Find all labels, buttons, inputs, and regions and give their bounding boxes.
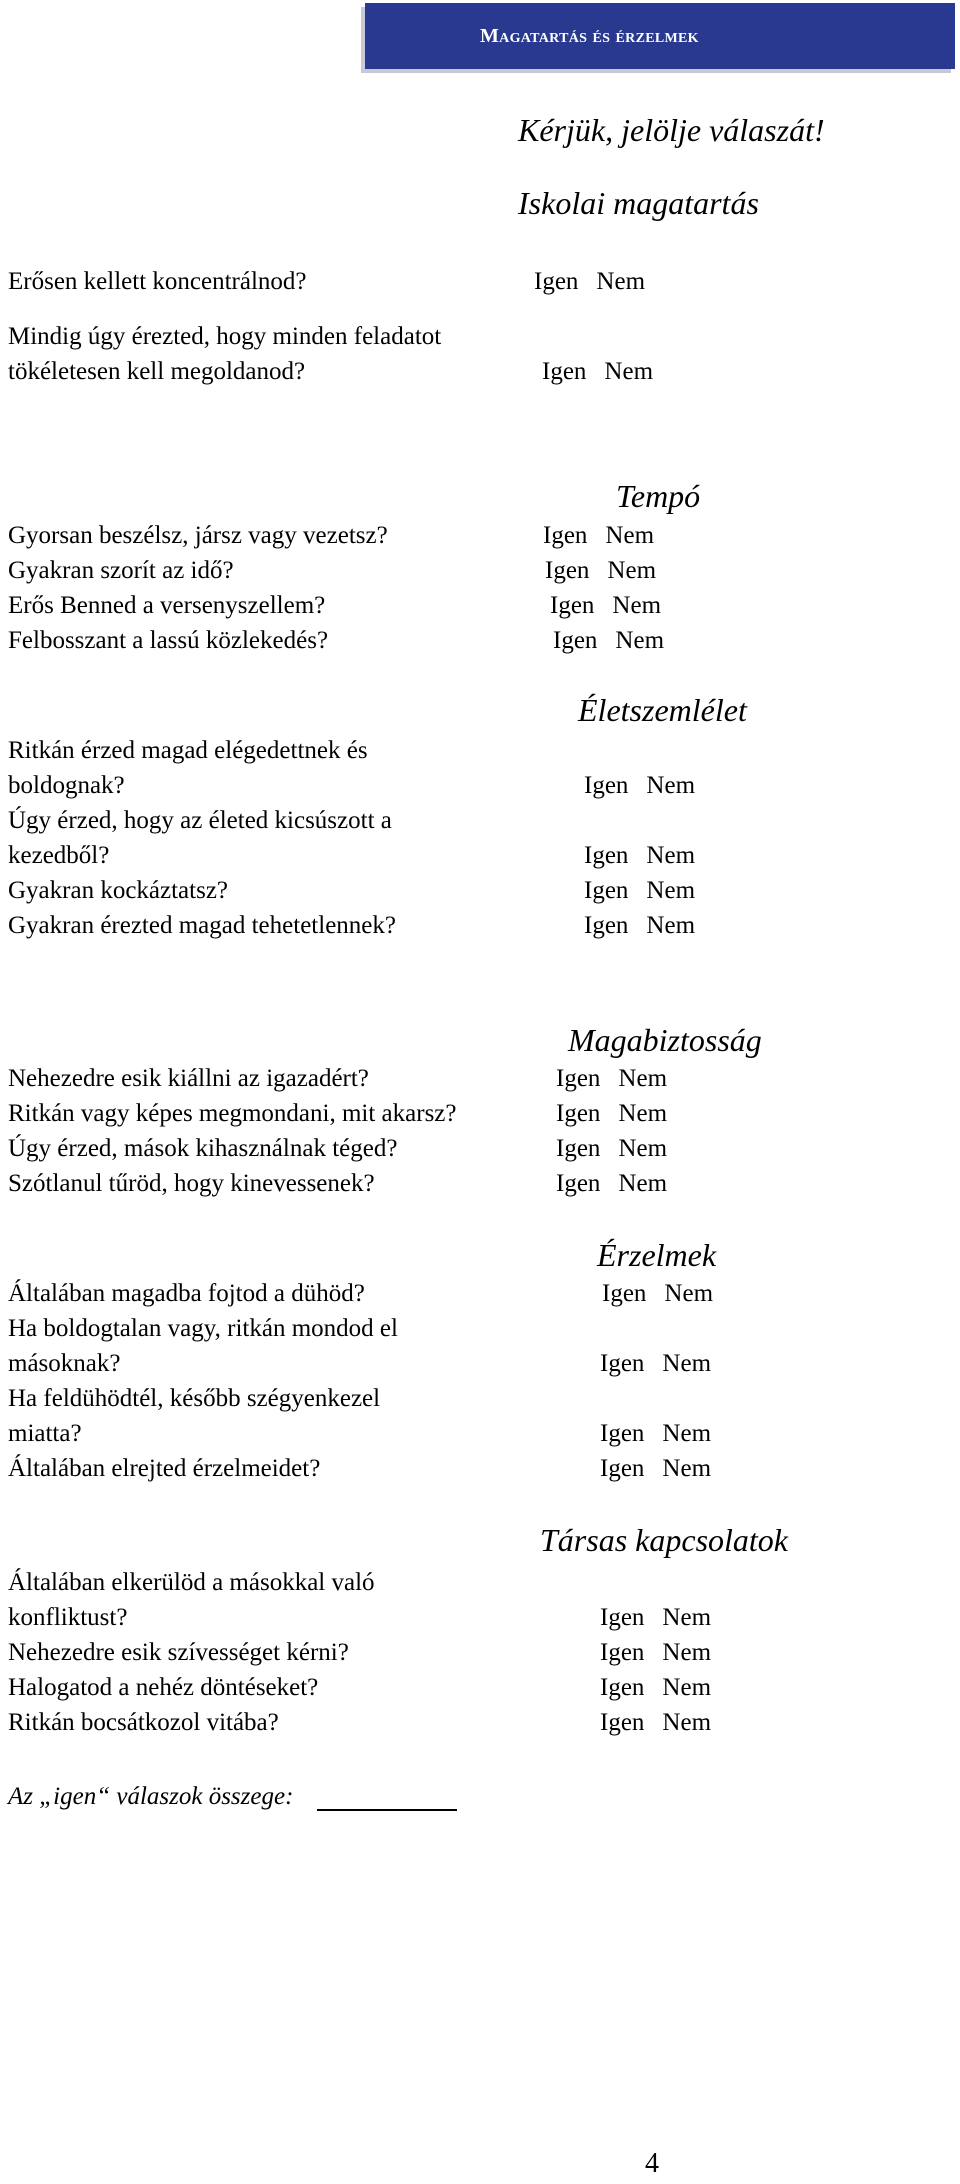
answer-options (600, 1635, 711, 1670)
answer-options (602, 1276, 713, 1311)
option-no[interactable]: Nem (662, 1604, 712, 1631)
question-text: Ritkán bocsátkozol vitába? (8, 1709, 279, 1736)
option-yes[interactable]: Igen (542, 358, 587, 385)
option-no[interactable]: Nem (618, 1170, 668, 1197)
header-title: Magatartás és érzelmek (480, 25, 699, 47)
option-yes[interactable]: Igen (556, 1135, 601, 1162)
option-no[interactable]: Nem (605, 522, 655, 549)
page-number: 4 (645, 2148, 659, 2179)
option-no[interactable]: Nem (618, 1135, 668, 1162)
question-text: Ha feldühödtél, később szégyenkezel miatta? (8, 1385, 381, 1447)
answer-options (543, 518, 654, 553)
answer-options (550, 588, 661, 623)
option-no[interactable]: Nem (646, 842, 696, 869)
option-no[interactable]: Nem (646, 877, 696, 904)
question-text: Mindig úgy érezted, hogy minden feladatot tökéletesen kell megoldanod? (8, 323, 442, 385)
question-text: Szótlanul tűröd, hogy kinevessenek? (8, 1170, 375, 1197)
instruction-text: Kérjük, jelölje válaszát! (518, 112, 825, 148)
question-text: Nehezedre esik kiállni az igazadért? (8, 1065, 369, 1092)
total-yes-blank[interactable] (317, 1789, 457, 1811)
answer-options (556, 1061, 667, 1096)
question-text: Halogatod a nehéz döntéseket? (8, 1674, 319, 1701)
option-yes[interactable]: Igen (600, 1639, 645, 1666)
option-yes[interactable]: Igen (600, 1350, 645, 1377)
question-text: Általában elkerülöd a másokkal való konfliktust? (8, 1569, 375, 1631)
option-yes[interactable]: Igen (550, 592, 595, 619)
answer-options (556, 1166, 667, 1201)
option-yes[interactable]: Igen (602, 1280, 647, 1307)
question-text: Erősen kellett koncentrálnod? (8, 268, 307, 295)
question-text: Gyakran érezted magad tehetetlennek? (8, 912, 396, 939)
option-yes[interactable]: Igen (584, 877, 629, 904)
option-no[interactable]: Nem (646, 912, 696, 939)
question-text: Általában magadba fojtod a dühöd? (8, 1280, 365, 1307)
option-no[interactable]: Nem (662, 1639, 712, 1666)
answer-options (553, 623, 664, 658)
option-yes[interactable]: Igen (600, 1674, 645, 1701)
total-yes-label: Az „igen“ válaszok összege: (8, 1783, 294, 1810)
option-no[interactable]: Nem (664, 1280, 714, 1307)
section-title-eletszemlelet: Életszemlélet (578, 692, 747, 728)
option-no[interactable]: Nem (596, 268, 646, 295)
question-text: Ritkán érzed magad elégedettnek és boldognak? (8, 737, 368, 799)
question-text: Ha boldogtalan vagy, ritkán mondod el másoknak? (8, 1315, 398, 1377)
question-text: Általában elrejted érzelmeidet? (8, 1455, 321, 1482)
answer-options (556, 1131, 667, 1166)
option-no[interactable]: Nem (646, 772, 696, 799)
section-title-erzelmek: Érzelmek (597, 1237, 717, 1273)
answer-options (542, 354, 653, 389)
answer-options (600, 1346, 711, 1381)
option-no[interactable]: Nem (615, 627, 665, 654)
option-yes[interactable]: Igen (556, 1170, 601, 1197)
option-yes[interactable]: Igen (543, 522, 588, 549)
option-no[interactable]: Nem (662, 1674, 712, 1701)
answer-options (600, 1416, 711, 1451)
question-text: Úgy érzed, hogy az életed kicsúszott a kezedből? (8, 807, 392, 869)
option-no[interactable]: Nem (612, 592, 662, 619)
answer-options (545, 553, 656, 588)
answer-options (584, 873, 695, 908)
section-title-magabiztossag: Magabiztosság (568, 1022, 762, 1058)
option-yes[interactable]: Igen (534, 268, 579, 295)
question-text: Erős Benned a versenyszellem? (8, 592, 326, 619)
answer-options (600, 1705, 711, 1740)
answer-options (584, 908, 695, 943)
option-yes[interactable]: Igen (553, 627, 598, 654)
section-title-tarsas-kapcsolatok: Társas kapcsolatok (540, 1522, 788, 1558)
option-yes[interactable]: Igen (600, 1604, 645, 1631)
option-no[interactable]: Nem (604, 358, 654, 385)
question-text: Gyakran szorít az idő? (8, 557, 234, 584)
option-yes[interactable]: Igen (556, 1065, 601, 1092)
option-no[interactable]: Nem (662, 1709, 712, 1736)
option-yes[interactable]: Igen (584, 842, 629, 869)
question-text: Felbosszant a lassú közlekedés? (8, 627, 329, 654)
option-yes[interactable]: Igen (545, 557, 590, 584)
option-yes[interactable]: Igen (600, 1420, 645, 1447)
answer-options (600, 1451, 711, 1486)
option-yes[interactable]: Igen (600, 1455, 645, 1482)
answer-options (600, 1600, 711, 1635)
answer-options (584, 768, 695, 803)
option-yes[interactable]: Igen (600, 1709, 645, 1736)
answer-options (584, 838, 695, 873)
question-text: Gyorsan beszélsz, jársz vagy vezetsz? (8, 522, 388, 549)
option-no[interactable]: Nem (662, 1350, 712, 1377)
question-text: Úgy érzed, mások kihasználnak téged? (8, 1135, 398, 1162)
answer-options (534, 264, 645, 299)
option-yes[interactable]: Igen (584, 912, 629, 939)
option-yes[interactable]: Igen (584, 772, 629, 799)
option-no[interactable]: Nem (607, 557, 657, 584)
option-no[interactable]: Nem (618, 1065, 668, 1092)
header-bar (365, 3, 955, 69)
answer-options (600, 1670, 711, 1705)
option-no[interactable]: Nem (662, 1455, 712, 1482)
option-no[interactable]: Nem (662, 1420, 712, 1447)
option-yes[interactable]: Igen (556, 1100, 601, 1127)
option-no[interactable]: Nem (618, 1100, 668, 1127)
question-text: Ritkán vagy képes megmondani, mit akarsz? (8, 1100, 457, 1127)
question-text: Gyakran kockáztatsz? (8, 877, 229, 904)
section-title-iskolai-magatartas: Iskolai magatartás (518, 185, 759, 221)
footer-total (8, 1783, 457, 1811)
question-text: Nehezedre esik szívességet kérni? (8, 1639, 349, 1666)
answer-options (556, 1096, 667, 1131)
section-title-tempo: Tempó (616, 478, 701, 514)
